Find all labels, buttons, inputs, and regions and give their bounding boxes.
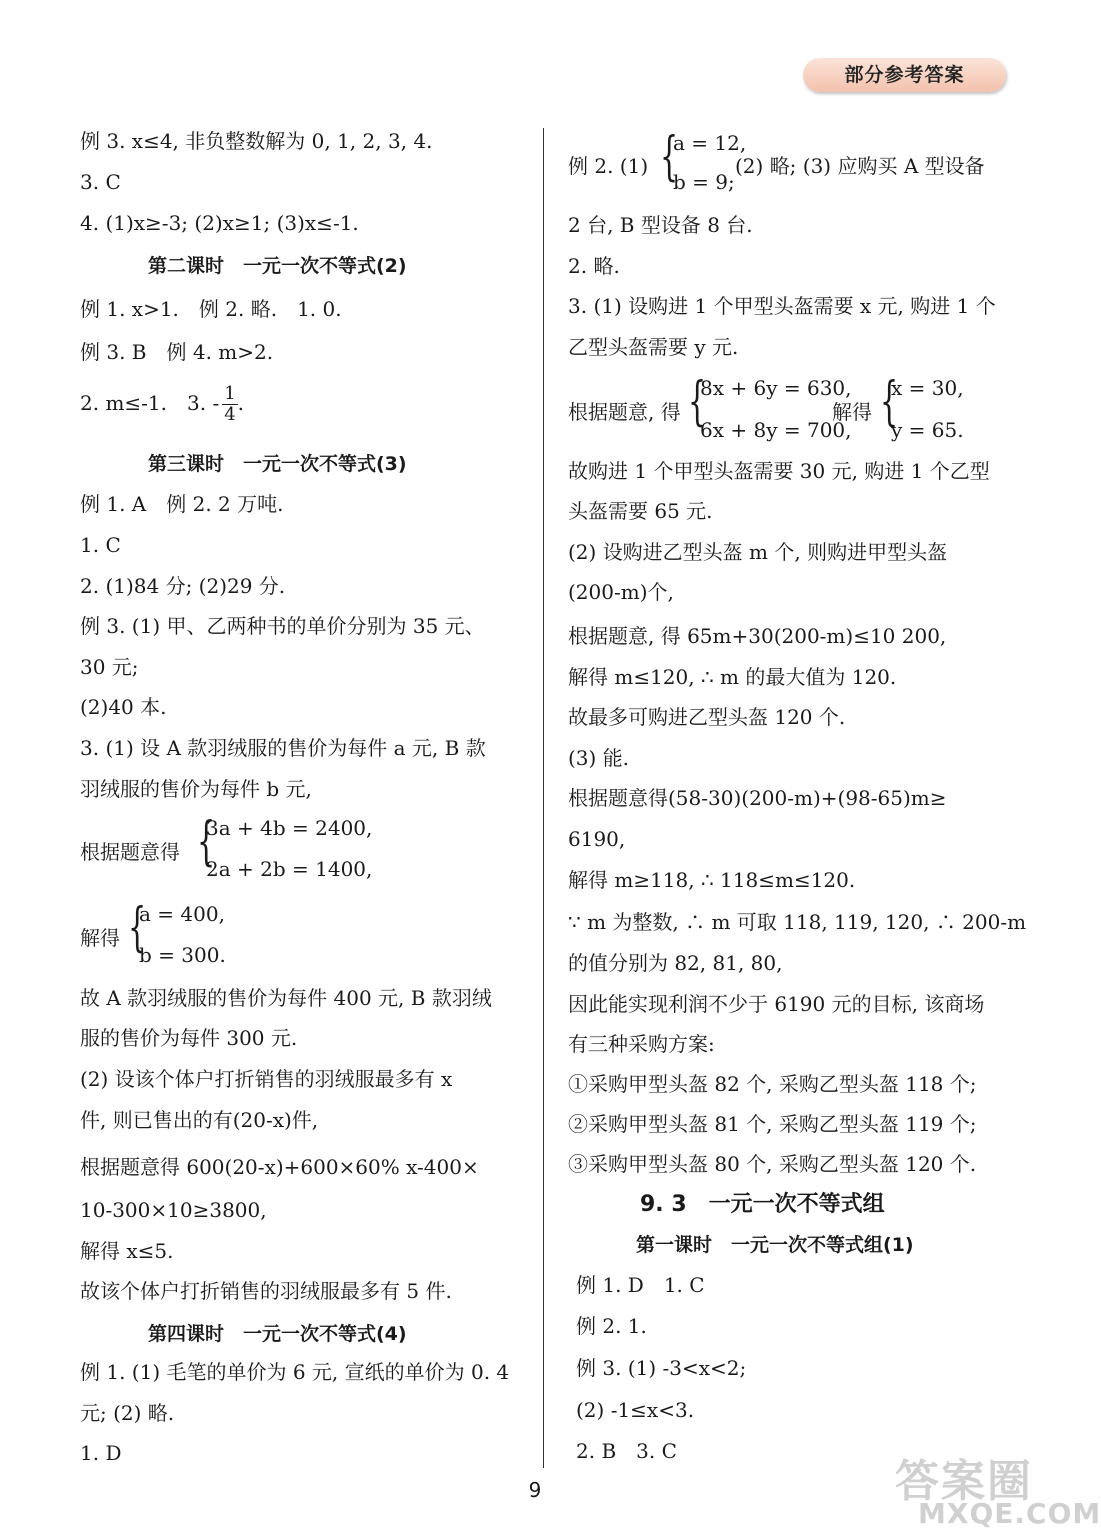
answer-line: 例 3. (1) 甲、乙两种书的单价分别为 35 元、 [80,614,485,638]
equation: b = 300. [139,943,226,967]
system-label: 根据题意, 得 [568,400,681,424]
answer-line: ②采购甲型头盔 81 个, 采购乙型头盔 119 个; [568,1112,977,1136]
system-label: 根据题意得 [80,840,180,864]
section-tag: 部分参考答案 [803,58,1006,92]
answer-line: 根据题意得 600(20-x)+600×60% x-400× [80,1155,479,1179]
answer-line: 4. (1)x≥-3; (2)x≥1; (3)x≤-1. [80,211,359,235]
answer-line: 故该个体户打折销售的羽绒服最多有 5 件. [80,1279,452,1303]
equation: 3a + 4b = 2400, [206,816,373,840]
equation: 6x + 8y = 700, [700,418,852,442]
answer-line: 故最多可购进乙型头盔 120 个. [568,705,846,729]
equation: y = 65. [891,418,964,442]
equation: x = 30, [891,376,964,400]
answer-line: 件, 则已售出的有(20-x)件, [80,1108,319,1132]
answer-line: 根据题意得(58-30)(200-m)+(98-65)m≥ [568,786,947,810]
answer-line: 30 元; [80,655,139,679]
equation: 2a + 2b = 1400, [206,857,373,881]
equation: a = 12, [673,131,747,155]
fraction-numerator: 1 [224,383,236,404]
brace-icon: { [197,812,216,872]
answer-line: ③采购甲型头盔 80 个, 采购乙型头盔 120 个. [568,1152,977,1176]
answer-line: 根据题意, 得 65m+30(200-m)≤10 200, [568,624,947,648]
answer-line: 2 台, B 型设备 8 台. [568,213,753,237]
answer-line: ①采购甲型头盔 82 个, 采购乙型头盔 118 个; [568,1072,977,1096]
column-divider [543,128,544,1468]
brace-icon: { [660,127,679,187]
fraction-suffix: . [237,391,245,415]
system-label: 例 2. (1) [568,154,649,178]
answer-line: (3) 能. [568,746,630,770]
brace-icon: { [688,372,707,432]
system-label: 解得 [80,926,120,950]
answer-line: 服的售价为每件 300 元. [80,1026,298,1050]
watermark-url: MXQE.COM [918,1497,1101,1530]
answer-line: 解得 m≤120, ∴ m 的最大值为 120. [568,665,897,689]
answer-line: 1. D [80,1441,122,1465]
answer-line: 3. (1) 设购进 1 个甲型头盔需要 x 元, 购进 1 个 [568,294,996,318]
answer-line: 例 3. (1) -3<x<2; [576,1356,747,1380]
answer-line-fraction [80,384,244,425]
answer-line: 的值分别为 82, 81, 80, [568,951,783,975]
section-heading: 9. 3 一元一次不等式组 [640,1192,885,1217]
answer-line: 头盔需要 65 元. [568,499,713,523]
answer-line: 6190, [568,827,626,851]
answer-line: 解得 m≥118, ∴ 118≤m≤120. [568,868,856,892]
fraction [222,384,237,425]
fraction-denominator: 4 [224,404,236,425]
answer-line: 2. 略. [568,254,620,278]
answer-line: 2. (1)84 分; (2)29 分. [80,574,286,598]
answer-line: 例 1. A 例 2. 2 万吨. [80,492,284,516]
answer-line: (2) 设购进乙型头盔 m 个, 则购进甲型头盔 [568,540,948,564]
answer-line: 例 3. B 例 4. m>2. [80,340,274,364]
answer-line: (2) 设该个体户打折销售的羽绒服最多有 x [80,1067,453,1091]
answer-line: ∵ m 为整数, ∴ m 可取 118, 119, 120, ∴ 200-m [568,910,1027,934]
answer-line: 例 2. 1. [576,1314,647,1338]
equation: a = 400, [139,902,225,926]
answer-line: 例 1. (1) 毛笔的单价为 6 元, 宣纸的单价为 0. 4 [80,1360,510,1384]
lesson-heading: 第一课时 一元一次不等式组(1) [636,1234,914,1256]
lesson-heading: 第四课时 一元一次不等式(4) [148,1323,407,1345]
answer-line: (200-m)个, [568,580,674,604]
answer-line: 乙型头盔需要 y 元. [568,335,739,359]
answer-line: 例 1. x>1. 例 2. 略. 1. 0. [80,297,342,321]
brace-icon: { [128,898,147,958]
answer-line: 元; (2) 略. [80,1401,175,1425]
equation: 8x + 6y = 630, [700,376,852,400]
answer-line: 因此能实现利润不少于 6190 元的目标, 该商场 [568,992,985,1016]
answer-line: (2) -1≤x<3. [576,1398,695,1422]
answer-line: 例 3. x≤4, 非负整数解为 0, 1, 2, 3, 4. [80,129,433,153]
answer-line: 有三种采购方案: [568,1032,715,1056]
answer-line: 羽绒服的售价为每件 b 元, [80,777,312,801]
fraction-prefix: 2. m≤-1. 3. - [80,391,220,415]
lesson-heading: 第二课时 一元一次不等式(2) [148,255,407,277]
answer-line: 解得 x≤5. [80,1239,174,1263]
answer-line: 1. C [80,533,121,557]
watermark-logo: 答案圈 [895,1456,1033,1507]
brace-icon: { [880,372,899,432]
answer-line: 3. (1) 设 A 款羽绒服的售价为每件 a 元, B 款 [80,736,486,760]
answer-line: 10-300×10≥3800, [80,1198,267,1222]
equation: b = 9; [673,170,735,194]
answer-line: 故购进 1 个甲型头盔需要 30 元, 购进 1 个乙型 [568,459,990,483]
answer-line: (2)40 本. [80,695,167,719]
system-label: 解得 [832,400,872,424]
answer-line: 2. B 3. C [576,1439,677,1463]
answer-line: (2) 略; (3) 应购买 A 型设备 [735,154,985,178]
answer-line: 例 1. D 1. C [576,1273,705,1297]
answer-line: 故 A 款羽绒服的售价为每件 400 元, B 款羽绒 [80,986,492,1010]
answer-line: 3. C [80,170,121,194]
lesson-heading: 第三课时 一元一次不等式(3) [148,453,407,475]
page-number: 9 [528,1478,542,1502]
